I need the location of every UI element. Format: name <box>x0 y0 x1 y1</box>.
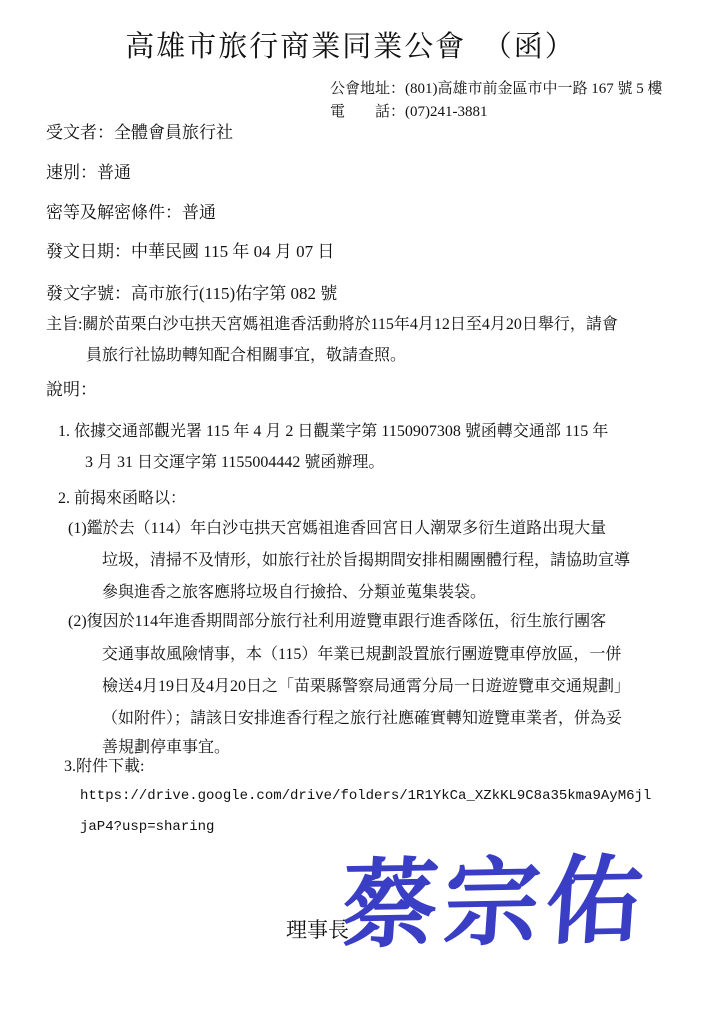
subject-line: 員旅行社協助轉知配合相關事宜，敬請查照。 <box>86 347 407 364</box>
attachment-heading: 3.附件下載: <box>64 758 145 775</box>
chairman-signature: 蔡宗佑 <box>338 847 652 960</box>
explanation-line: (2)復因於114年進香期間部分旅行社利用遊覽車跟行進香隊伍，衍生旅行團客 <box>68 613 607 630</box>
subject-line: 主旨:關於苗栗白沙屯拱天宮媽祖進香活動將於115年4月12日至4月20日舉行，請會 <box>46 316 618 333</box>
doc-number-line: 發文字號：高市旅行(115)佑字第 082 號 <box>46 284 338 303</box>
recipient-line: 受文者：全體會員旅行社 <box>46 123 233 142</box>
explanation-line: 檢送4月19日及4月20日之「苗栗縣警察局通霄分局一日遊遊覽車交通規劃」 <box>102 678 631 695</box>
explanation-line: 參與進香之旅客應將垃圾自行撿拾、分類並蒐集裝袋。 <box>102 584 487 601</box>
explanation-line: 善規劃停車事宜。 <box>102 739 231 756</box>
explanation-line: 3 月 31 日交運字第 1155004442 號函辦理。 <box>85 454 385 471</box>
page-title: 高雄市旅行商業同業公會 （函） <box>125 31 576 63</box>
explanation-line: 垃圾，清掃不及情形，如旅行社於旨揭期間安排相關團體行程，請協助宣導 <box>102 552 631 569</box>
explanation-line: (1)鑑於去（114）年白沙屯拱天宮媽祖進香回宮日人潮眾多衍生道路出現大量 <box>68 520 607 537</box>
attachment-url-line[interactable]: jaP4?usp=sharing <box>80 819 215 835</box>
explanation-line: 交通事故風險情事，本（115）年業已規劃設置旅行團遊覽車停放區，一併 <box>102 646 622 663</box>
association-address: 公會地址：(801)高雄市前金區市中一路 167 號 5 樓 <box>330 81 663 97</box>
association-phone: 電 話：(07)241-3881 <box>330 104 488 120</box>
explanation-line: 2. 前揭來函略以： <box>58 490 187 507</box>
security-line: 密等及解密條件：普通 <box>46 203 216 222</box>
chairman-title-label: 理事長 <box>286 918 349 942</box>
priority-line: 速別：普通 <box>46 163 131 182</box>
explanation-line: 1. 依據交通部觀光署 115 年 4 月 2 日觀業字第 1150907308 號函轉交通部 115 年 <box>58 423 609 440</box>
explanation-line: （如附件）；請該日安排進香行程之旅行社應確實轉知遊覽車業者，併為妥 <box>102 710 623 727</box>
issue-date-line: 發文日期：中華民國 115 年 04 月 07 日 <box>46 242 335 261</box>
attachment-url-line[interactable]: https://drive.google.com/drive/folders/1R1YkCa_XZkKL9C8a35kma9AyM6jl <box>80 788 652 804</box>
explanation-heading: 說明： <box>46 380 97 399</box>
